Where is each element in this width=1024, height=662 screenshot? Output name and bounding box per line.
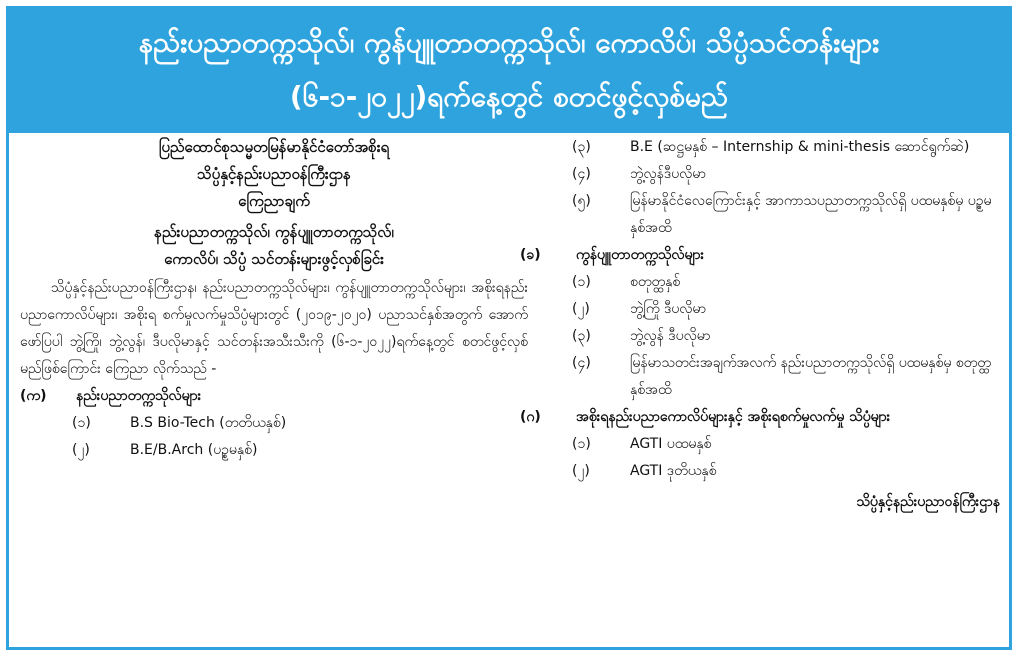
section-number: (ဂ) <box>520 409 541 425</box>
list-item <box>520 161 1000 188</box>
item-text: ဘွဲ့ကြို ဒီပလိုမာ <box>630 301 707 317</box>
banner-title-line-1: နည်းပညာတက္ကသိုလ်၊ ကွန်ပျူတာတက္ကသိုလ်၊ ကောလိပ်၊ သိပ္ပံသင်တန်းများ <box>138 26 880 59</box>
list-item <box>20 437 528 464</box>
subject-line-1: နည်းပညာတက္ကသိုလ်၊ ကွန်ပျူတာတက္ကသိုလ်၊ <box>154 223 394 241</box>
left-column <box>20 134 528 464</box>
section-number: (က) <box>20 388 47 404</box>
list-item <box>520 431 1000 458</box>
item-text: မြန်မာနိုင်ငံလေကြောင်းနှင့် အာကာသပညာတက္ကသိုလ်ရှိ ပထမနှစ်မှ ပဉ္စမနှစ်အထိ <box>630 193 992 236</box>
item-number: (၁) <box>72 415 91 431</box>
item-number: (၁) <box>572 274 591 290</box>
item-text: မြန်မာသတင်းအချက်အလက် နည်းပညာတက္ကသိုလ်ရှိ ပထမနှစ်မှ စတုတ္ထနှစ်အထိ <box>630 355 991 398</box>
item-text: ဘွဲ့လွန် ဒီပလိုမာ <box>630 328 711 344</box>
item-number: (၁) <box>572 436 591 452</box>
item-text: AGTI ဒုတိယနှစ် <box>630 463 717 479</box>
item-text: AGTI ပထမနှစ် <box>630 436 712 452</box>
list-item <box>520 269 1000 296</box>
item-number: (၄) <box>572 355 591 371</box>
government-header: ပြည်ထောင်စုသမ္မတမြန်မာနိုင်ငံတော်အစိုးရ <box>158 138 390 156</box>
item-text: B.E/B.Arch (ပဉ္စမနှစ်) <box>130 442 258 458</box>
section-ga <box>520 404 1000 431</box>
list-item <box>520 188 1000 242</box>
subject-line-2: ကောလိပ်၊ သိပ္ပံ သင်တန်းများဖွင့်လှစ်ခြင်း <box>164 250 384 268</box>
right-column <box>520 134 1000 516</box>
announcement-header: ကြေညာချက် <box>238 192 310 210</box>
list-item <box>520 134 1000 161</box>
item-number: (၃) <box>572 328 591 344</box>
title-banner <box>9 9 1009 133</box>
ministry-signature: သိပ္ပံနှင့်နည်းပညာဝန်ကြီးဌာန <box>856 494 1000 510</box>
section-ka <box>20 383 528 410</box>
item-number: (၂) <box>572 301 590 317</box>
body-paragraph: သိပ္ပံနှင့်နည်းပညာဝန်ကြီးဌာန၊ နည်းပညာတက္ကသိုလ်များ၊ ကွန်ပျူတာတက္ကသိုလ်များ၊ အစိုးရနည်းပညာကောလိပ်များ၊ အစိုးရ စက်မှုလက်မှုသိပ္ပံများတွင် (၂၀၁၉-၂၀၂၀) ပညာသင်နှစ်အတွက် အောက်ဖော်ပြပါ ဘွဲ့ကြို၊ ဘွဲ့လွန်၊ ဒီပလိုမာနှင့် သင်တန်းအသီးသီးကို (၆-၁-၂၀၂၂)ရက်နေ့တွင် စတင်ဖွင့်လှစ်မည်ဖြစ်ကြောင်း ကြေညာ လိုက်သည် - <box>20 280 528 377</box>
section-title: အစိုးရနည်းပညာကောလိပ်များနှင့် အစိုးရစက်မှုလက်မှု သိပ္ပံများ <box>576 409 891 425</box>
list-item <box>520 323 1000 350</box>
item-number: (၃) <box>572 139 591 155</box>
list-item <box>520 350 1000 404</box>
item-number: (၂) <box>572 463 590 479</box>
section-title: နည်းပညာတက္ကသိုလ်များ <box>76 388 202 404</box>
item-text: ဘွဲ့လွန်ဒီပလိုမာ <box>630 166 707 182</box>
section-number: (ခ) <box>520 247 541 263</box>
ministry-header: သိပ္ပံနှင့်နည်းပညာဝန်ကြီးဌာန <box>197 165 351 183</box>
item-number: (၅) <box>572 193 591 209</box>
item-text: စတုတ္ထနှစ် <box>630 274 681 290</box>
list-item <box>520 458 1000 485</box>
item-text: B.E (ဆဋ္ဌမနှစ် – Internship & mini-thesis ဆောင်ရွက်ဆဲ) <box>630 139 970 155</box>
item-number: (၄) <box>572 166 591 182</box>
list-item <box>520 296 1000 323</box>
banner-title-line-2: (၆-၁-၂၀၂၂)ရက်နေ့တွင် စတင်ဖွင့်လှစ်မည် <box>289 80 729 113</box>
item-number: (၂) <box>72 442 90 458</box>
list-item <box>20 410 528 437</box>
section-title: ကွန်ပျူတာတက္ကသိုလ်များ <box>576 247 705 263</box>
item-text: B.S Bio-Tech (တတိယနှစ်) <box>130 415 287 431</box>
section-kha <box>520 242 1000 269</box>
